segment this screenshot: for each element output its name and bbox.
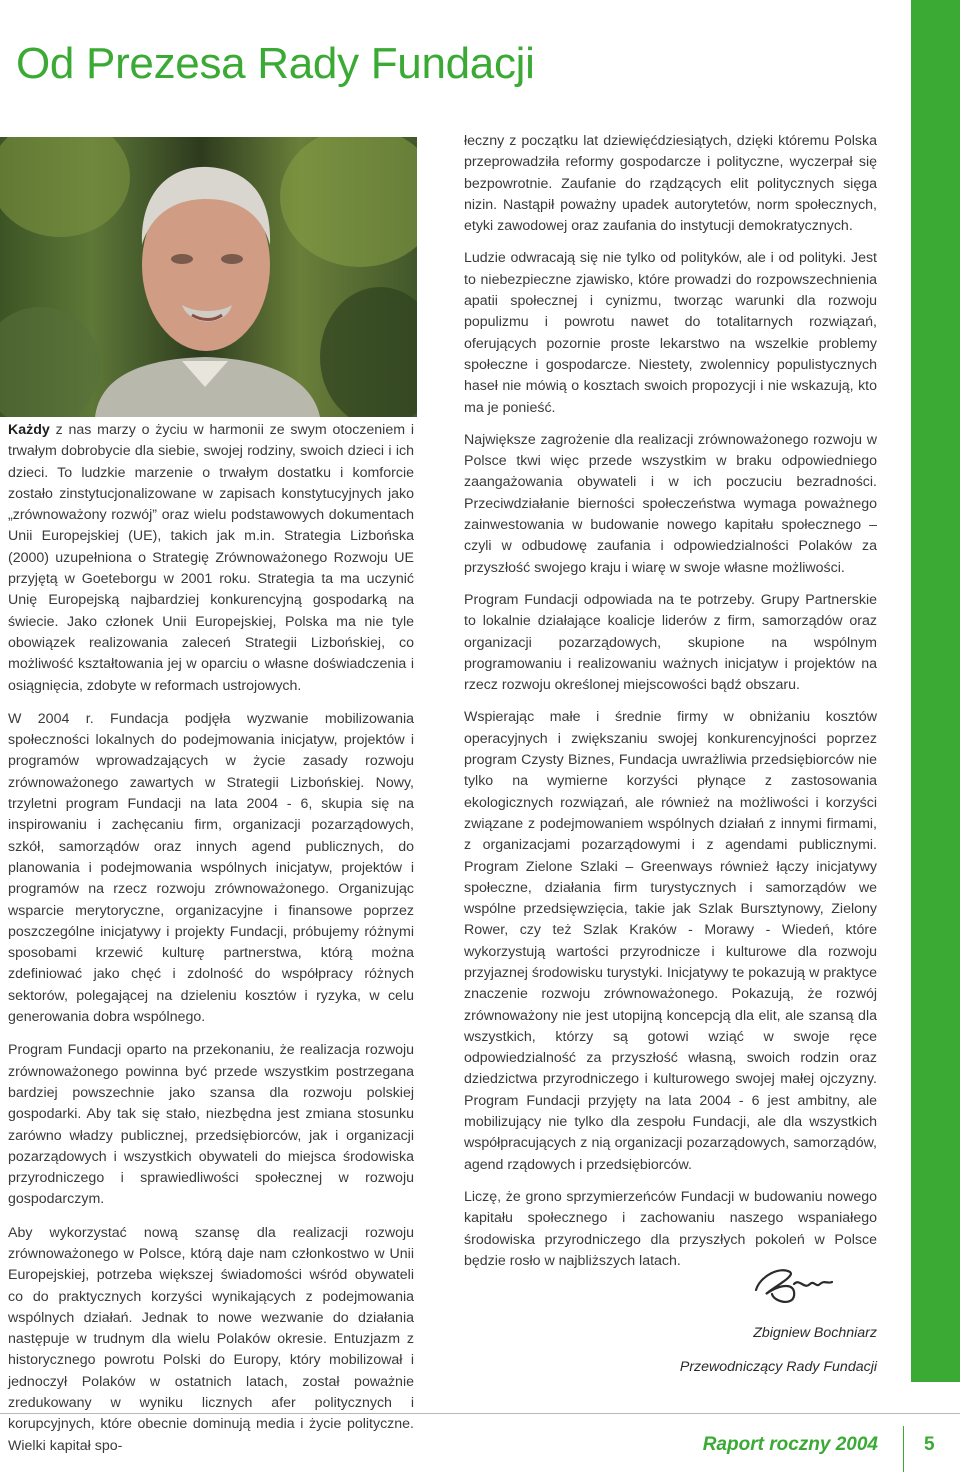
paragraph-text: z nas marzy o życiu w harmonii ze swym otoczeniem i trwałym dobrobycie dla siebie, swojej rodziny, swoich dzieci i ich dzieci. To ludzkie marzenie o trwałym dostatku i komforcie zostało zinstytucjonalizowane w zapisach konstytucyjnych jako „zrównoważony rozwój” oraz wielu podstawowych dokumentach Unii Europejskiej (UE), takich jak m.in. Strategia Lizbońska (2000) uzupełniona o Strategię Zrównoważonego Rozwoju UE przyjętą w Goeteborgu w 2001 roku. Strategia ta ma uczynić Unię Europejską najbardziej konkurencyjną gospodarką na świecie. Jako członek Unii Europejskiej, Polska ma nie tyle obowiązek realizowania zaleceń Strategii Lizbońskiej, co możliwość kształtowania jej w oparciu o własne doświadczenia i osiągnięcia, zdobyte w reformach ustrojowych. — [8, 422, 414, 694]
footer-separator — [903, 1426, 904, 1472]
portrait-illustration — [0, 137, 417, 417]
page-title: Od Prezesa Rady Fundacji — [16, 39, 535, 88]
left-column — [8, 420, 414, 1469]
handwritten-signature-icon — [750, 1254, 836, 1312]
footer-rule — [0, 1413, 960, 1414]
paragraph — [8, 420, 414, 697]
footer-report-title: Raport roczny 2004 — [702, 1434, 878, 1455]
paragraph: Program Fundacji odpowiada na te potrzeby. Grupy Partnerskie to lokalnie działające koalicje liderów z firm, samorządów oraz organizacji pozarządowych, skupione na wspólnym programowaniu i realizowaniu ważnych inicjatyw i projektów na rzecz rozwoju określonej miejscowości bądź obszaru. — [464, 591, 877, 694]
paragraph: Wspierając małe i średnie firmy w obniżaniu kosztów operacyjnych i zwiększaniu swojej konkurencyjności poprzez program Czysty Biznes, Fundacja uwrażliwia przedsiębiorców nie tylko na wymierne korzyści płynące z zastosowania ekologicznych rozwiązań, ale również na możliwości i korzyści związane z podejmowaniem wspólnych działań z innymi firmami, z organizacjami pozarządowymi i z agendami publicznymi. Program Zielone Szlaki – Greenways również łączy inicjatywy społeczne, działania firm turystycznych i samorządów we wspólne przedsięwzięcia, takie jak Szlak Bursztynowy, Zielony Rower, czy też Szlak Kraków - Morawy - Wiedeń, które wykorzystują wartości przyrodnicze i kulturowe dla rozwoju przyjaznej środowisku turystyki. Inicjatywy te pokazują w praktyce znaczenie rozwoju zrównoważonego. Pokazują, że rozwój zrównoważony nie jest utopijną koncepcją dla elit, ale szansą dla wszystkich, którzy są gotowi wziąć w swoje ręce odpowiedzialność za przyszłość własną, swoich rodzin oraz dziedzictwa przyrodniczego i kulturowego swojej małej ojczyzny. Program Fundacji przyjęty na lata 2004 - 6 jest ambitny, ale mobilizujący nie tylko dla zespołu Fundacji, ale dla wszystkich współpracujących z nią organizacji pozarządowych, samorządów, agend rządowych i przedsiębiorców. — [464, 709, 877, 1173]
portrait-photo — [0, 137, 417, 417]
paragraph: Program Fundacji oparto na przekonaniu, że realizacja rozwoju zrównoważonego powinna być przede wszystkim postrzegana bardziej powszechnie jako szansa dla rozwoju polskiej gospodarki. Aby tak się stało, niezbędna jest zmiana stosunku zarówno władzy publicznej, przedsiębiorców, jak i organizacji pozarządowych i wszystkich obywateli do miejsca środowiska przyrodniczego i sprawiedliwości społecznej w rozwoju gospodarczym. — [8, 1042, 414, 1208]
signatory-role: Przewodniczący Rady Fundacji — [679, 1359, 877, 1375]
paragraph: łeczny z początku lat dziewięćdziesiątych, dzięki któremu Polska przeprowadziła reformy gospodarcze i polityczne, wyczerpał się bezpowrotnie. Zaufanie do rządzących elit politycznych sięga nizin. Nastąpił poważny upadek autorytetów, norm społecznych, etyki zawodowej oraz zaufania do instytucji demokratycznych. — [464, 133, 877, 235]
paragraph: Ludzie odwracają się nie tylko od polityków, ale i od polityki. Jest to niebezpieczne zjawisko, które prowadzi do rozpowszechnienia apatii społecznej i cynizmu, tworząc warunki dla rozwoju populizmu i powrotu nawet do totalitarnych rozwiązań, oferujących pozornie proste lekarstwo na wszelkie problemy społeczne i gospodarcze. Niestety, zwolennicy populistycznych haseł nie mówią o kosztach swoich propozycji i nie wskazują, kto ma je ponieść. — [464, 250, 877, 416]
paragraph: W 2004 r. Fundacja podjęła wyzwanie mobilizowania społeczności lokalnych do podejmowania inicjatyw, projektów i programów wprowadzających w życie zasady rozwoju zrównoważonego zawartych w Strategii Lizbońskiej. Nowy, trzyletni program Fundacji na lata 2004 - 6, skupia się na inspirowaniu i zachęcaniu firm, organizacji pozarządowych, szkół, samorządów oraz innych agend publicznych, do planowania i podejmowania wspólnych inicjatyw, projektów i programów na rzecz rozwoju zrównoważonego. Organizując wsparcie merytoryczne, organizacyjne i finansowe poprzez poszczególne inicjatywy i projekty Fundacji, próbujemy różnymi sposobami krzewić kulturę partnerstwa, którą można zdefiniować jako chęć i zdolność do współpracy różnych sektorów, polegającej na dzieleniu kosztów i ryzyka, w celu generowania dobra wspólnego. — [8, 710, 414, 1026]
paragraph: Liczę, że grono sprzymierzeńców Fundacji w budowaniu nowego kapitału społecznego i zachowaniu naszego wspaniałego środowiska przyrodniczego dla przyszłych pokoleń w Polsce będzie rosło w najbliższych latach. — [464, 1188, 877, 1269]
right-column — [464, 131, 877, 1283]
signatory-name: Zbigniew Bochniarz — [753, 1325, 877, 1341]
paragraph: Aby wykorzystać nową szansę dla realizacji rozwoju zrównoważonego w Polsce, którą daje nam członkostwo w Unii Europejskiej, potrzeba większej świadomości wśród obywateli co do praktycznych korzyści wynikających z podejmowania wspólnych działań. Jednak to nowe wezwanie do działania następuje w trudnym dla wielu Polaków okresie. Entuzjazm z historycznego powrotu Polski do Europy, który mobilizował i jednoczył Polaków w ostatnich latach, został poważnie zredukowany w wyniku licznych afer politycznych i korupcyjnych, które obecnie dominują media i życie polityczne. Wielki kapitał spo- — [8, 1224, 414, 1454]
page-number: 5 — [924, 1434, 935, 1455]
green-side-bar — [911, 0, 960, 1382]
lead-word: Każdy — [8, 422, 50, 438]
signature-block — [464, 1254, 877, 1312]
paragraph: Największe zagrożenie dla realizacji zrównoważonego rozwoju w Polsce tkwi więc przede wszystkim w braku odpowiedniego zaangażowania obywateli i w ich poczuciu bezradności. Przeciwdziałanie bierności społeczeństwa wymaga poważnego zainwestowania w budowanie nowego kapitału społecznego – czyli w odbudowę zaufania i odpowiedzialności Polaków za przyszłość swojego kraju i wiarę w swoje własne możliwości. — [464, 431, 877, 576]
